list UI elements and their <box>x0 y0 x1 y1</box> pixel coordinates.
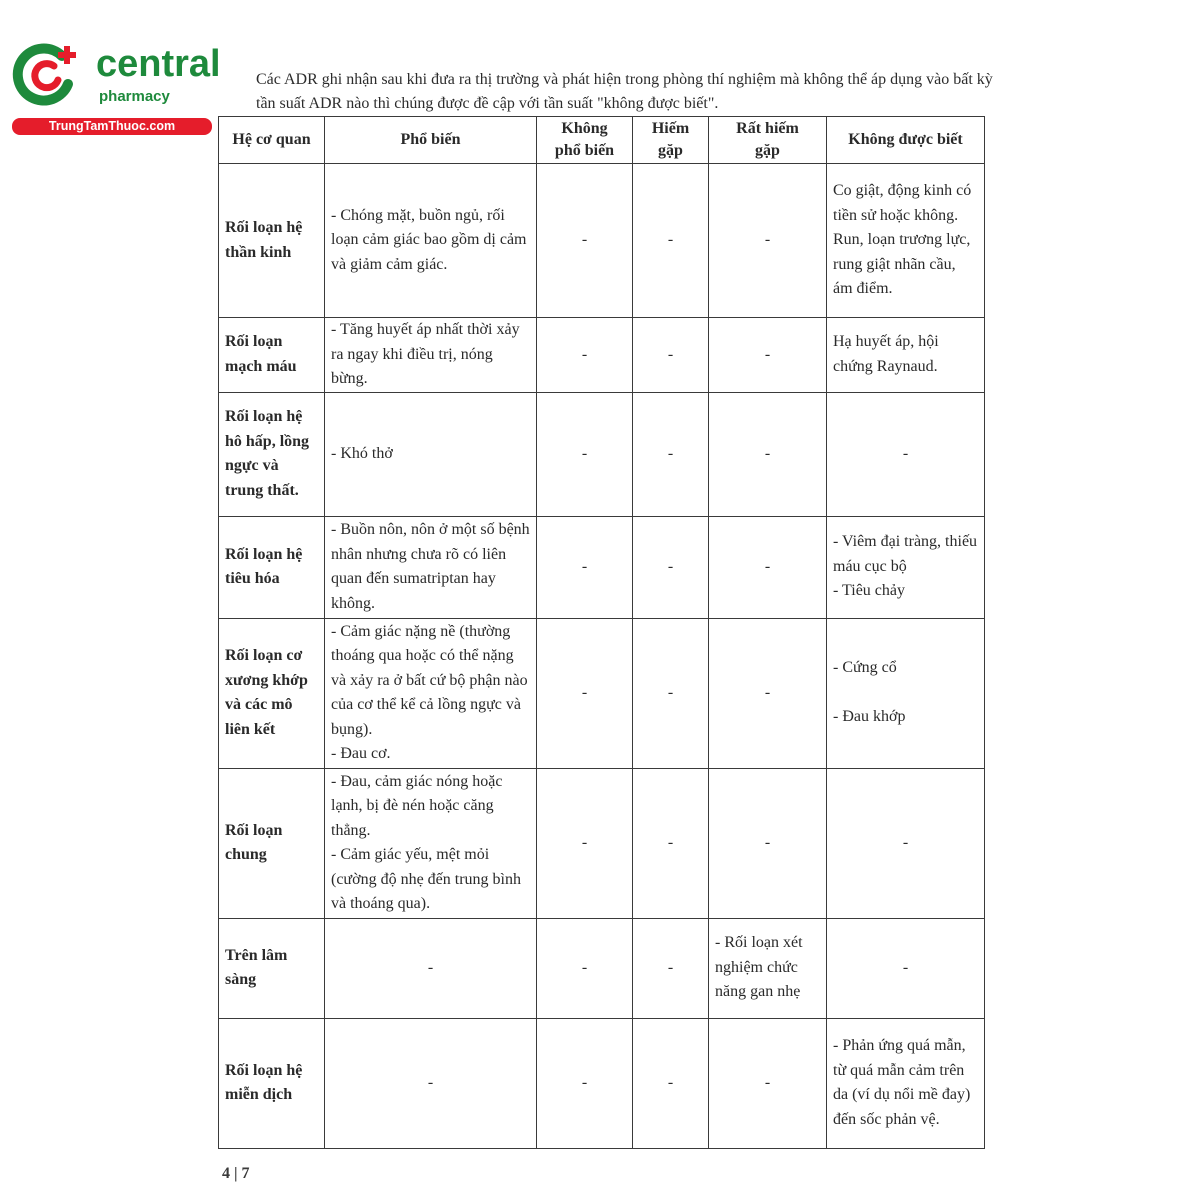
uncommon-cell: - <box>537 768 633 918</box>
page-number: 4 | 7 <box>222 1165 250 1182</box>
very-rare-cell: - <box>709 318 827 393</box>
unknown-cell: - Cứng cổ - Đau khớp <box>827 618 985 768</box>
uncommon-cell: - <box>537 1018 633 1148</box>
central-pharmacy-logo <box>10 38 221 138</box>
uncommon-cell: - <box>537 516 633 618</box>
uncommon-cell: - <box>537 618 633 768</box>
common-cell: - Đau, cảm giác nóng hoặc lạnh, bị đè nén hoặc căng thẳng. - Cảm giác yếu, mệt mỏi (cường độ nhẹ đến trung bình và thoáng qua). <box>325 768 537 918</box>
very-rare-cell: - <box>709 392 827 516</box>
organ-cell: Rối loạn hệ miễn dịch <box>219 1018 325 1148</box>
table-row <box>219 516 985 618</box>
very-rare-cell: - <box>709 164 827 318</box>
uncommon-cell: - <box>537 164 633 318</box>
rare-cell: - <box>633 318 709 393</box>
header-common: Phổ biến <box>325 117 537 164</box>
header-uncommon: Không phổ biến <box>537 117 633 164</box>
common-cell: - Khó thở <box>325 392 537 516</box>
very-rare-cell: - <box>709 618 827 768</box>
unknown-cell: - <box>827 918 985 1018</box>
unknown-cell: - <box>827 768 985 918</box>
table-row <box>219 164 985 318</box>
logo-website: TrungTamThuoc.com <box>12 118 212 135</box>
rare-cell: - <box>633 768 709 918</box>
logo-subtitle: pharmacy <box>99 88 170 105</box>
uncommon-cell: - <box>537 918 633 1018</box>
header-rare: Hiếm gặp <box>633 117 709 164</box>
organ-cell: Rối loạn mạch máu <box>219 318 325 393</box>
header-very-rare: Rất hiếm gặp <box>709 117 827 164</box>
unknown-cell: Hạ huyết áp, hội chứng Raynaud. <box>827 318 985 393</box>
uncommon-cell: - <box>537 392 633 516</box>
organ-cell: Rối loạn cơ xương khớp và các mô liên kết <box>219 618 325 768</box>
table-row <box>219 618 985 768</box>
pharmacy-cross-icon <box>10 38 82 110</box>
organ-cell: Rối loạn chung <box>219 768 325 918</box>
header-organ-system: Hệ cơ quan <box>219 117 325 164</box>
rare-cell: - <box>633 618 709 768</box>
unknown-cell: Co giật, động kinh có tiền sử hoặc không. Run, loạn trương lực, rung giật nhãn cầu, ám điểm. <box>827 164 985 318</box>
uncommon-cell: - <box>537 318 633 393</box>
common-cell: - Chóng mặt, buồn ngủ, rối loạn cảm giác bao gồm dị cảm và giảm cảm giác. <box>325 164 537 318</box>
table-row <box>219 318 985 393</box>
table-row <box>219 918 985 1018</box>
very-rare-cell: - <box>709 516 827 618</box>
common-cell: - Cảm giác nặng nề (thường thoáng qua hoặc có thể nặng và xảy ra ở bất cứ bộ phận nào của cơ thể kể cả lồng ngực và bụng). - Đau cơ. <box>325 618 537 768</box>
logo-name: central <box>96 43 221 85</box>
adr-table <box>218 116 985 1149</box>
common-cell: - <box>325 1018 537 1148</box>
rare-cell: - <box>633 516 709 618</box>
unknown-cell: - Phản ứng quá mẫn, từ quá mẫn cảm trên da (ví dụ nổi mề đay) đến sốc phản vệ. <box>827 1018 985 1148</box>
common-cell: - Buồn nôn, nôn ở một số bệnh nhân nhưng chưa rõ có liên quan đến sumatriptan hay không. <box>325 516 537 618</box>
table-row <box>219 392 985 516</box>
rare-cell: - <box>633 918 709 1018</box>
rare-cell: - <box>633 1018 709 1148</box>
header-unknown: Không được biết <box>827 117 985 164</box>
organ-cell: Rối loạn hệ thần kinh <box>219 164 325 318</box>
unknown-cell: - Viêm đại tràng, thiếu máu cục bộ - Tiêu chảy <box>827 516 985 618</box>
table-row <box>219 768 985 918</box>
intro-paragraph: Các ADR ghi nhận sau khi đưa ra thị trường và phát hiện trong phòng thí nghiệm mà không thể áp dụng vào bất kỳ tần suất ADR nào thì chúng được đề cập với tần suất "không được biết". <box>256 71 993 112</box>
common-cell: - <box>325 918 537 1018</box>
organ-cell: Rối loạn hệ tiêu hóa <box>219 516 325 618</box>
very-rare-cell: - Rối loạn xét nghiệm chức năng gan nhẹ <box>709 918 827 1018</box>
organ-cell: Rối loạn hệ hô hấp, lồng ngực và trung thất. <box>219 392 325 516</box>
organ-cell: Trên lâm sàng <box>219 918 325 1018</box>
common-cell: - Tăng huyết áp nhất thời xảy ra ngay khi điều trị, nóng bừng. <box>325 318 537 393</box>
rare-cell: - <box>633 392 709 516</box>
unknown-cell: - <box>827 392 985 516</box>
table-header-row <box>219 117 985 164</box>
table-row <box>219 1018 985 1148</box>
rare-cell: - <box>633 164 709 318</box>
very-rare-cell: - <box>709 768 827 918</box>
very-rare-cell: - <box>709 1018 827 1148</box>
